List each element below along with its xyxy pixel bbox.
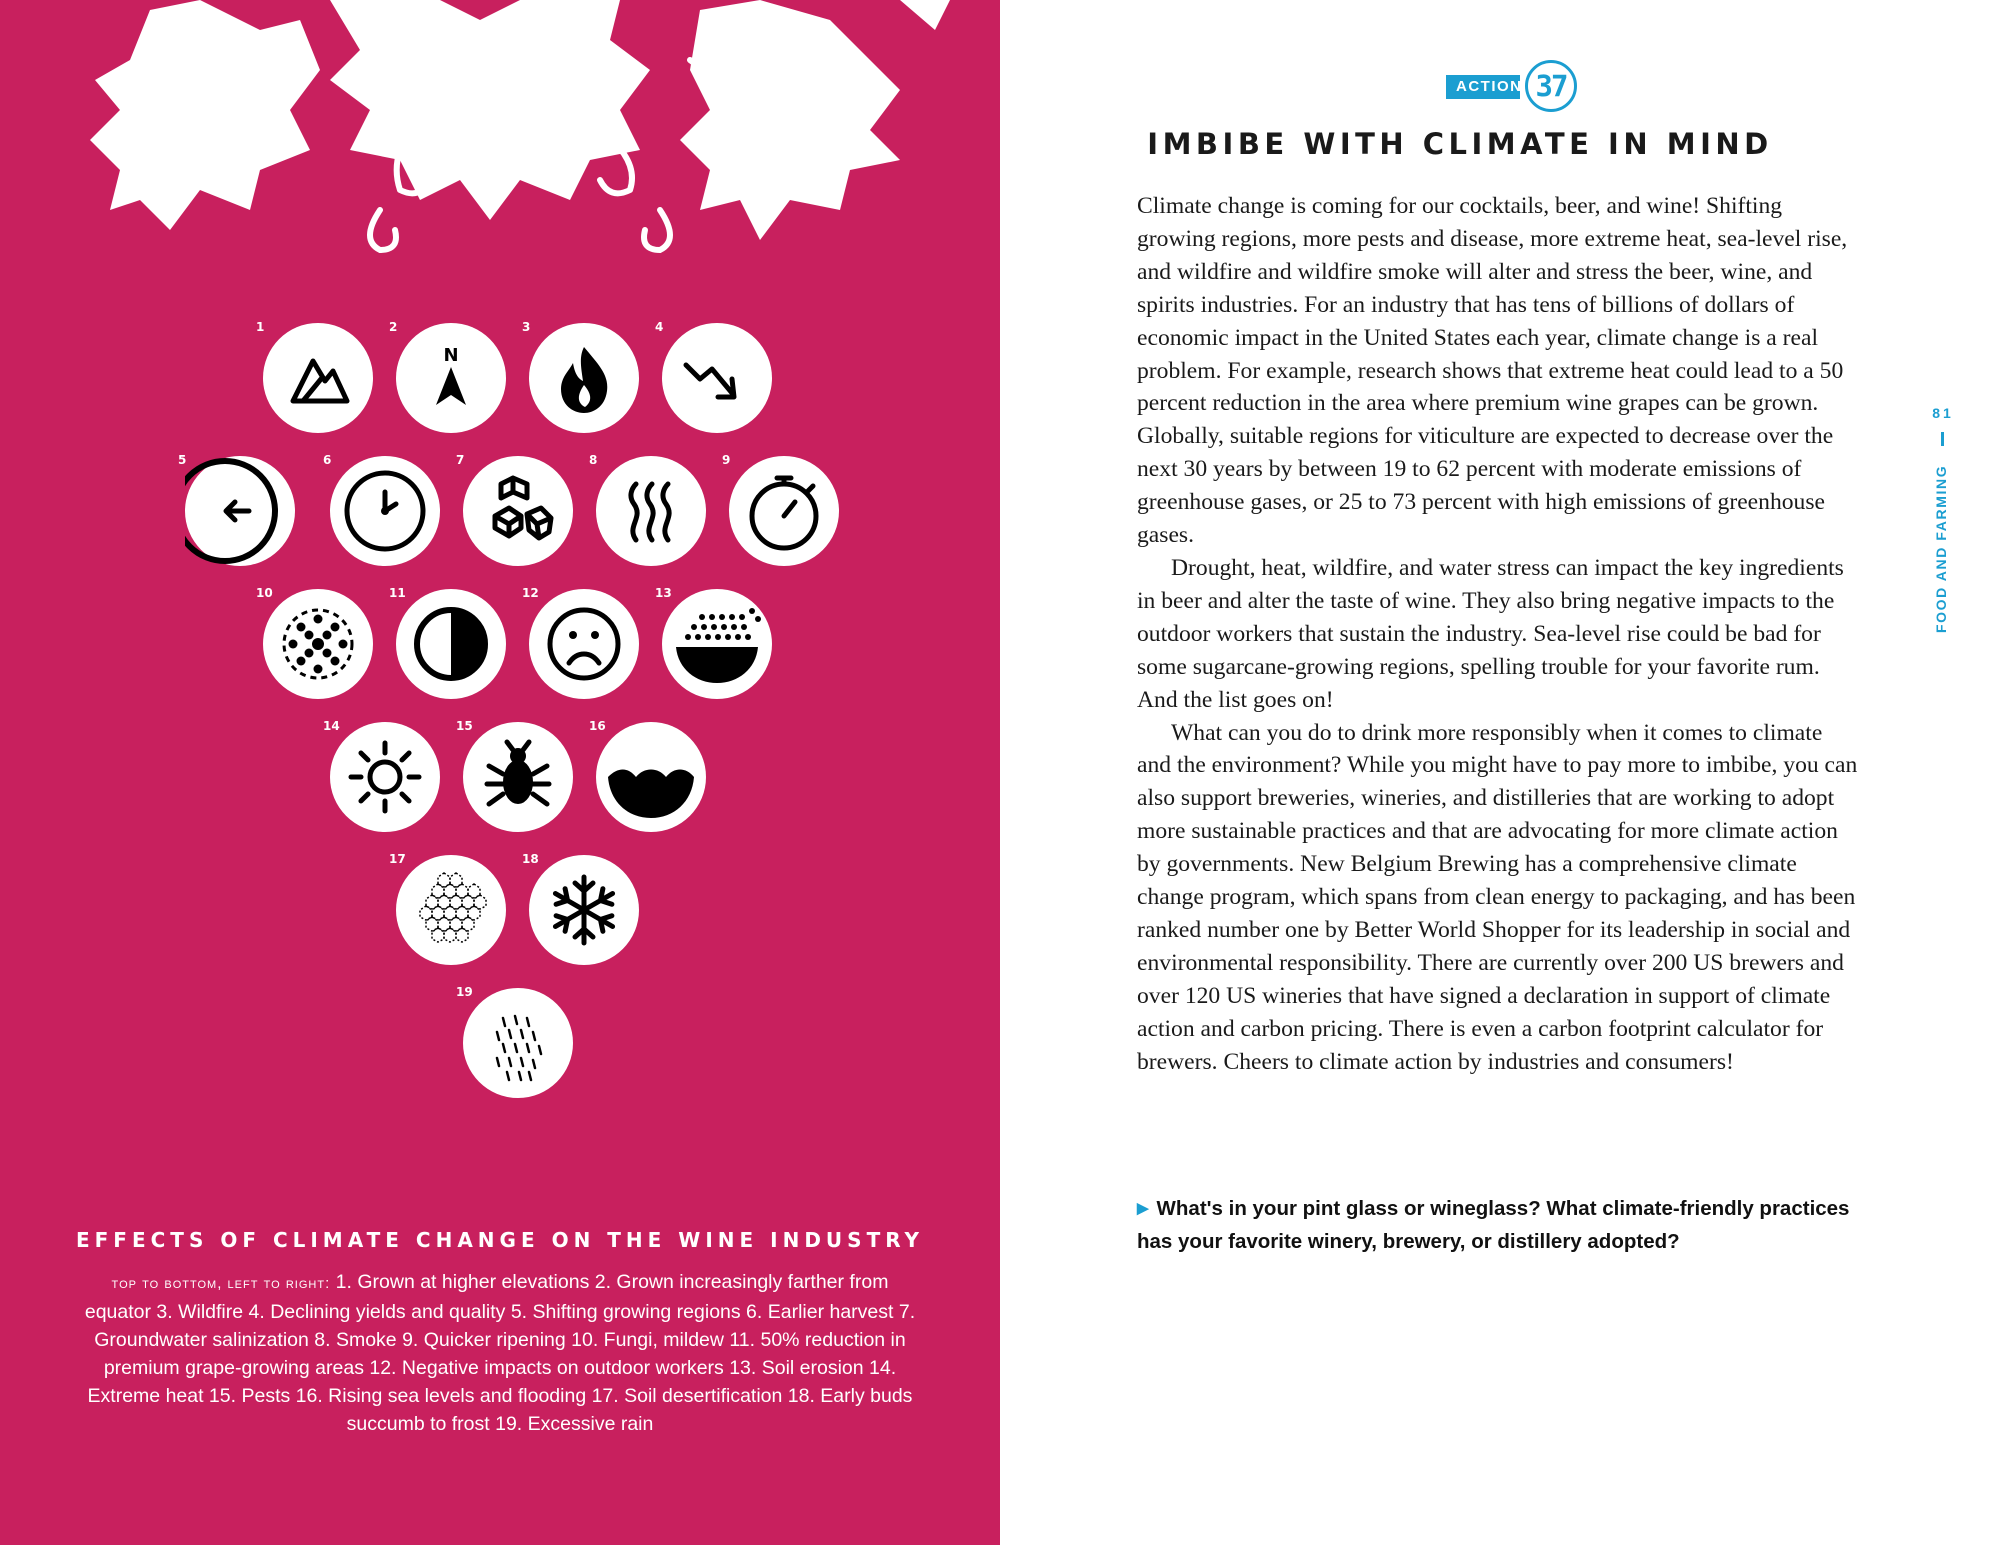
grape-number: 2 [389, 320, 398, 334]
mountains-icon [263, 323, 373, 433]
grape-number: 13 [655, 586, 672, 600]
eroding-soil-icon [662, 589, 772, 699]
right-page [1000, 0, 2000, 1545]
page-divider [1941, 432, 1944, 446]
flame-icon [529, 323, 639, 433]
grape-circle-13 [662, 589, 772, 699]
grape-number: 9 [722, 453, 731, 467]
grape-number: 12 [522, 586, 539, 600]
grape-number: 8 [589, 453, 598, 467]
grape-circle-2 [396, 323, 506, 433]
grape-circle-1 [263, 323, 373, 433]
grape-circle-6 [330, 456, 440, 566]
page-number: 81 [1932, 405, 1954, 421]
rain-icon [463, 988, 573, 1098]
caption-title: EFFECTS OF CLIMATE CHANGE ON THE WINE INDUSTRY [75, 1228, 925, 1252]
prompt-text: What's in your pint glass or wineglass? What climate-friendly practices has your favorite winery, brewery, or distillery adopted? [1137, 1197, 1850, 1253]
salt-crystals-icon [463, 456, 573, 566]
article-body [1137, 190, 1861, 1078]
grape-number: 15 [456, 719, 473, 733]
action-label: ACTION [1446, 75, 1520, 99]
grape-circle-16 [596, 722, 706, 832]
grape-number: 14 [323, 719, 340, 733]
grape-number: 10 [256, 586, 273, 600]
grape-number: 3 [522, 320, 531, 334]
grape-circle-17 [396, 855, 506, 965]
caption-text [82, 1268, 918, 1438]
beetle-icon [463, 722, 573, 832]
svg-text:N: N [443, 345, 459, 366]
action-number: 37 [1525, 60, 1577, 112]
grape-number: 7 [456, 453, 465, 467]
half-circle-icon [396, 589, 506, 699]
clock-icon [330, 456, 440, 566]
snowflake-icon [529, 855, 639, 965]
reflection-prompt [1137, 1192, 1877, 1258]
grape-number: 4 [655, 320, 664, 334]
grape-number: 5 [178, 453, 187, 467]
grape-circle-10 [263, 589, 373, 699]
grape-number: 18 [522, 852, 539, 866]
grape-circle-18 [529, 855, 639, 965]
body-paragraph: Climate change is coming for our cocktails, beer, and wine! Shifting growing regions, more pests and disease, more extreme heat, sea-level rise, and wildfire and wildfire smoke will alter and stress the beer, wine, and spirits industries. For an industry that has tens of billions of dollars of economic impact in the United States each year, climate change is a real problem. For example, research shows that extreme heat could lead to a 50 percent reduction in the area where premium wine grapes can be grown. Globally, suitable regions for viticulture are expected to decrease over the next 30 years by between 19 to 62 percent with moderate emissions of greenhouse gases, or 25 to 73 percent with high emissions of greenhouse gases. [1137, 193, 1848, 549]
body-paragraph: Drought, heat, wildfire, and water stress can impact the key ingredients in beer and alter the taste of wine. They also bring negative impacts to the outdoor workers that sustain the industry. Sea-level rise could be bad for some sugarcane-growing regions, spelling trouble for your favorite rum. And the list goes on! [1137, 554, 1844, 713]
shift-arrow-icon [185, 456, 295, 566]
grape-number: 6 [323, 453, 332, 467]
section-label: FOOD AND FARMING [1933, 464, 1949, 633]
grape-circle-14 [330, 722, 440, 832]
fungus-icon [263, 589, 373, 699]
grape-cluster-infographic [0, 0, 1000, 1200]
grape-circle-8 [596, 456, 706, 566]
grape-circle-7 [463, 456, 573, 566]
grape-circle-3 [529, 323, 639, 433]
cracked-soil-icon [396, 855, 506, 965]
triangle-bullet-icon: ▶ [1137, 1200, 1149, 1217]
grape-circle-19 [463, 988, 573, 1098]
grape-number: 16 [589, 719, 606, 733]
smoke-icon [596, 456, 706, 566]
water-waves-icon [596, 722, 706, 832]
grape-circle-4 [662, 323, 772, 433]
declining-arrow-icon [662, 323, 772, 433]
grape-number: 1 [256, 320, 265, 334]
caption-lead: top to bottom, left to right: [111, 1275, 331, 1292]
caption-body: 1. Grown at higher elevations 2. Grown increasingly farther from equator 3. Wildfire 4. Declining yields and quality 5. Shifting growing regions 6. Earlier harvest 7. Groundwater salinization 8. Smoke 9. Quicker ripening 10. Fungi, mildew 11. 50% reduction in premium grape-growing areas 12. Negative impacts on outdoor workers 13. Soil erosion 14. Extreme heat 15. Pests 16. Rising sea levels and flooding 17. Soil desertification 18. Early buds succumb to frost 19. Excessive rain [84, 1271, 916, 1435]
article-title: IMBIBE WITH CLIMATE IN MIND [1147, 127, 1773, 161]
sad-face-icon [529, 589, 639, 699]
grape-number: 17 [389, 852, 406, 866]
grape-number: 19 [456, 985, 473, 999]
body-paragraph: What can you do to drink more responsibly when it comes to climate and the environment? While you might have to pay more to imbibe, you can also support breweries, wineries, and distilleries that are working to adopt more sustainable practices and that are advocating for more climate action by governments. New Belgium Brewing has a comprehensive climate change program, which spans from clean energy to packaging, and has been ranked number one by Better World Shopper for its leadership in social and environmental responsibility. There are currently over 200 US brewers and over 120 US wineries that have signed a declaration in support of climate action and carbon pricing. There is even a carbon footprint calculator for brewers. Cheers to climate action by industries and consumers! [1137, 719, 1858, 1075]
grape-circle-11 [396, 589, 506, 699]
sun-icon [330, 722, 440, 832]
grape-number: 11 [389, 586, 406, 600]
grape-circle-12 [529, 589, 639, 699]
compass-north-icon [396, 323, 506, 433]
grape-circle-15 [463, 722, 573, 832]
stopwatch-icon [729, 456, 839, 566]
grape-circle-5 [185, 456, 295, 566]
grape-circle-9 [729, 456, 839, 566]
